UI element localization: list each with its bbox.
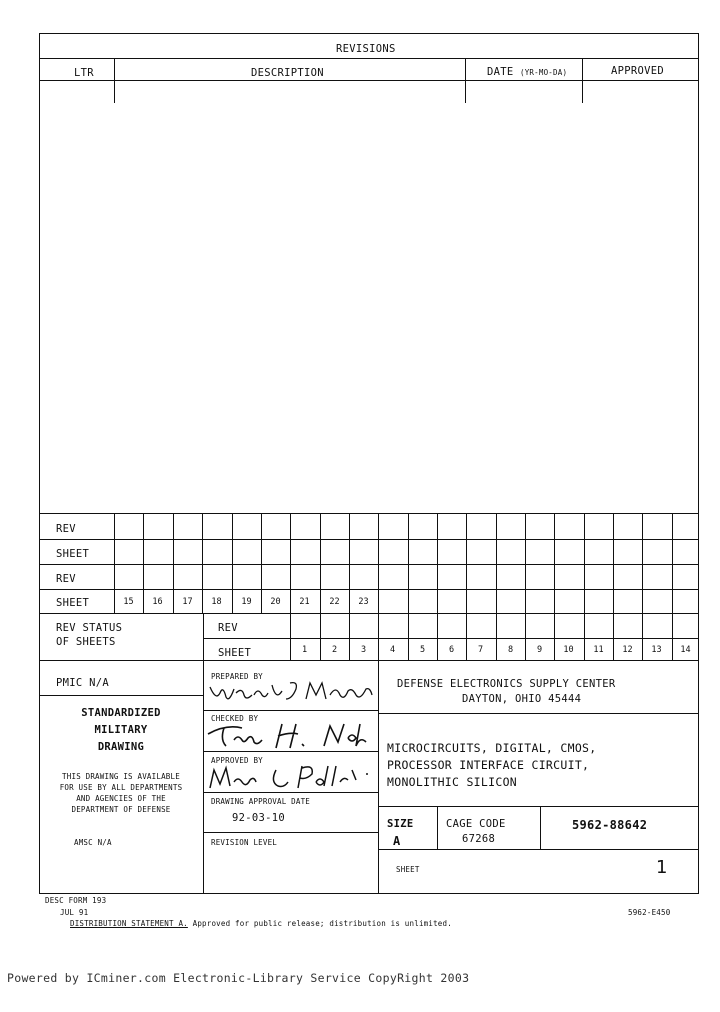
prepared-by-signature	[206, 679, 376, 705]
row-rev-2: REV	[56, 573, 76, 585]
sheet-num: 5	[419, 645, 426, 655]
sheet-num: 22	[329, 597, 340, 607]
sheet-num: 20	[270, 597, 281, 607]
avail-line-4: DEPARTMENT OF DEFENSE	[71, 805, 171, 814]
sheet-num: 2	[331, 645, 338, 655]
std-line-3: DRAWING	[97, 741, 145, 753]
drawing-title-line-3: MONOLITHIC SILICON	[387, 775, 518, 789]
std-line-1: STANDARDIZED	[81, 707, 161, 719]
sheet-value: 1	[656, 857, 668, 878]
cage-code-value: 67268	[462, 833, 496, 845]
sheet-num: 6	[448, 645, 455, 655]
distribution-text: Approved for public release; distribution is unlimited.	[192, 919, 452, 928]
std-line-2: MILITARY	[94, 724, 148, 736]
sheet-num: 12	[622, 645, 633, 655]
approval-date-value: 92-03-10	[232, 812, 285, 824]
sheet-num: 9	[536, 645, 543, 655]
avail-line-3: AND AGENCIES OF THE	[76, 794, 166, 803]
approved-by-label: APPROVED BY	[211, 756, 263, 765]
sheet-num: 21	[299, 597, 310, 607]
row-sheet-3: SHEET	[218, 647, 252, 659]
sheet-num: 4	[389, 645, 396, 655]
sheet-num: 18	[211, 597, 222, 607]
rev-status-label-2: OF SHEETS	[56, 636, 116, 648]
size-label: SIZE	[387, 818, 414, 830]
sheet-num: 11	[593, 645, 604, 655]
sheet-num: 15	[123, 597, 134, 607]
sheet-num: 1	[301, 645, 308, 655]
checked-by-label: CHECKED BY	[211, 714, 259, 723]
sheet-num: 19	[241, 597, 252, 607]
sheet-num: 23	[358, 597, 369, 607]
col-ltr: LTR	[74, 67, 94, 79]
sheet-label: SHEET	[396, 865, 420, 874]
agency-line-1: DEFENSE ELECTRONICS SUPPLY CENTER	[397, 678, 616, 690]
approval-date-label: DRAWING APPROVAL DATE	[211, 797, 311, 806]
sheet-num: 10	[563, 645, 574, 655]
form-number: DESC FORM 193	[45, 896, 107, 905]
col-description: DESCRIPTION	[251, 67, 324, 79]
sheet-num: 8	[507, 645, 514, 655]
sheet-num: 17	[182, 597, 193, 607]
sheet-num: 16	[152, 597, 163, 607]
agency-line-2: DAYTON, OHIO 45444	[462, 693, 582, 705]
pmic-label: PMIC N/A	[56, 677, 109, 689]
sheet-num: 7	[477, 645, 484, 655]
row-rev-1: REV	[56, 523, 76, 535]
drawing-title-line-2: PROCESSOR INTERFACE CIRCUIT,	[387, 758, 590, 772]
col-approved: APPROVED	[611, 65, 664, 77]
form-date: JUL 91	[60, 908, 89, 917]
cage-code-label: CAGE CODE	[446, 818, 506, 830]
rev-status-label-1: REV STATUS	[56, 622, 123, 634]
avail-line-1: THIS DRAWING IS AVAILABLE	[62, 772, 180, 781]
row-sheet-2: SHEET	[56, 597, 90, 609]
row-sheet-1: SHEET	[56, 548, 90, 560]
sheet-num: 13	[651, 645, 662, 655]
revision-level-label: REVISION LEVEL	[211, 838, 278, 847]
size-value: A	[393, 834, 401, 848]
revisions-title: REVISIONS	[336, 43, 396, 55]
distribution-label: DISTRIBUTION STATEMENT A.	[70, 919, 188, 928]
sheet-num: 3	[360, 645, 367, 655]
col-date-format: (YR-MO-DA)	[520, 68, 568, 77]
prepared-by-label: PREPARED BY	[211, 672, 263, 681]
sheet-num: 14	[680, 645, 691, 655]
checked-by-signature	[206, 720, 376, 750]
drawing-number: 5962-88642	[572, 818, 648, 832]
col-date: DATE	[487, 66, 514, 78]
approved-by-signature	[206, 762, 376, 794]
avail-line-2: FOR USE BY ALL DEPARTMENTS	[59, 783, 183, 792]
distribution-statement	[70, 919, 452, 928]
powered-by: Powered by ICminer.com Electronic-Library Service CopyRight 2003	[7, 971, 470, 985]
row-rev-3: REV	[218, 622, 238, 634]
drawing-title-line-1: MICROCIRCUITS, DIGITAL, CMOS,	[387, 741, 597, 755]
form-code: 5962-E450	[628, 908, 671, 917]
amsc-label: AMSC N/A	[74, 838, 112, 847]
